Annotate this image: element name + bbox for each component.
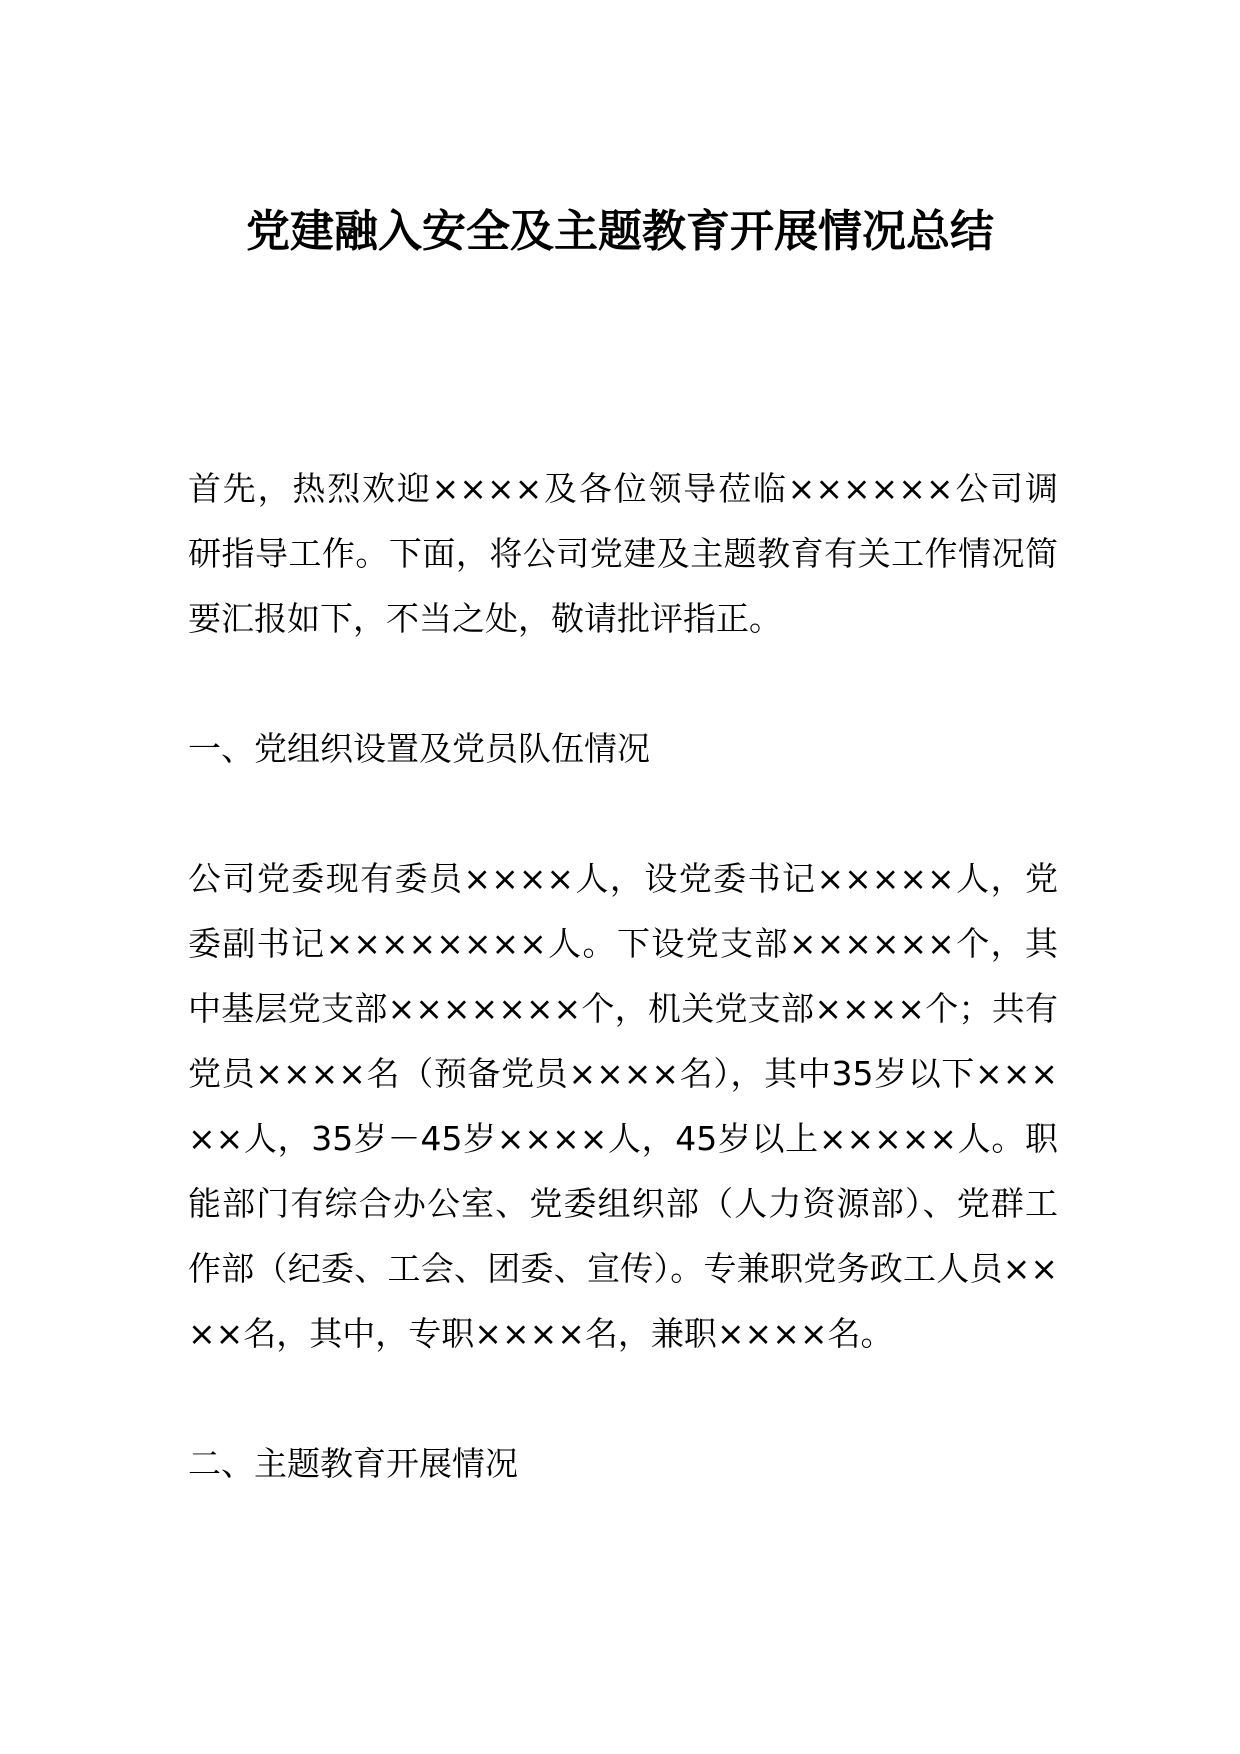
document-title: 党建融入安全及主题教育开展情况总结: [246, 206, 994, 257]
section-1-paragraph: 公司党委现有委员××××人，设党委书记×××××人，党委副书记××××××××人。下设党支部××××××个，其中基层党支部×××××××个，机关党支部××××个；共有党员××××名（预备党员××××名），其中35岁以下×××××人，35岁－45岁××××人，45岁以上×××××人。职能部门有综合办公室、党委组织部（人力资源部）、党群工作部（纪委、工会、团委、宣传）。专兼职党务政工人员××××名，其中，专职××××名，兼职××××名。: [188, 859, 1058, 1353]
paragraph-spacer: [188, 651, 1058, 716]
document-body: [188, 456, 1058, 1496]
paragraph-spacer: [188, 1366, 1058, 1431]
intro-paragraph: 首先，热烈欢迎××××及各位领导莅临××××××公司调研指导工作。下面，将公司党建及主题教育有关工作情况简要汇报如下，不当之处，敬请批评指正。: [188, 469, 1058, 638]
paragraph-spacer: [188, 781, 1058, 846]
section-2-heading: 二、主题教育开展情况: [188, 1444, 518, 1483]
section-1-heading: 一、党组织设置及党员队伍情况: [188, 729, 650, 768]
